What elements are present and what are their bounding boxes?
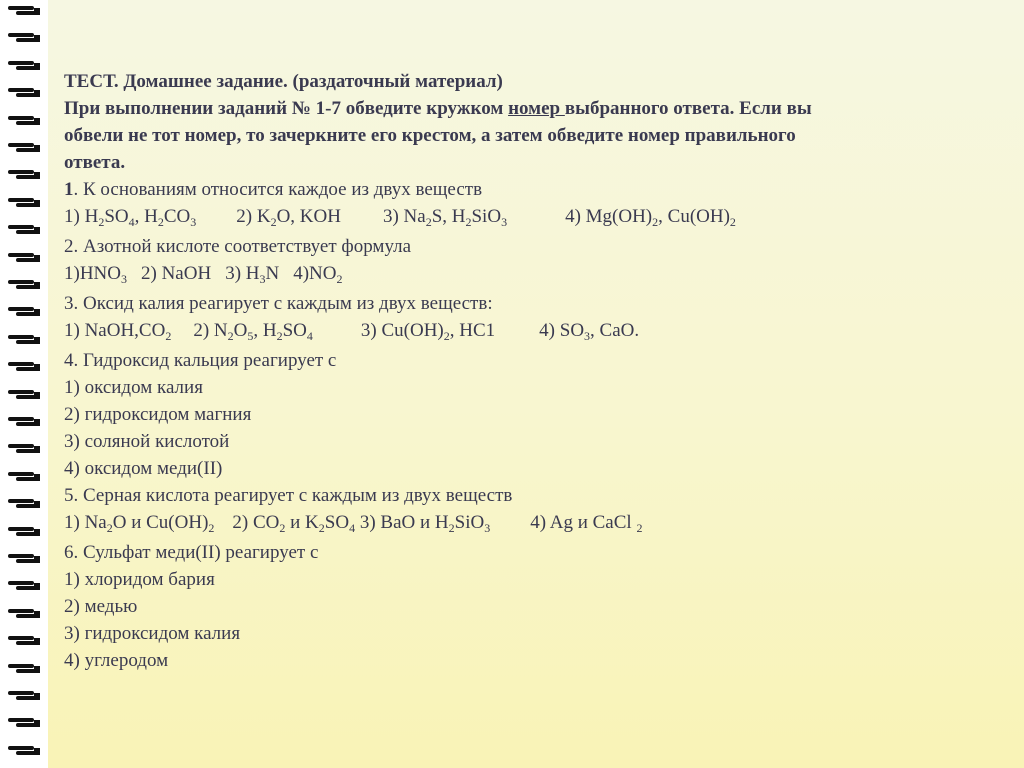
test-document (64, 68, 964, 674)
binding-ring (8, 499, 40, 509)
binding-ring (8, 225, 40, 235)
binding-ring (8, 33, 40, 43)
spiral-binding (0, 0, 48, 768)
binding-ring (8, 664, 40, 674)
q6-option-3: 3) гидроксидом калия (64, 623, 241, 644)
question-6: 6. Сульфат меди(II) реагирует с (64, 542, 319, 563)
binding-ring (8, 170, 40, 180)
q6-option-1: 1) хлоридом бария (64, 569, 215, 590)
instructions: При выполнении заданий № 1-7 обведите кружком номер выбранного ответа. Если вы обвели не тот номер, то зачеркните его крестом, а затем обведите номер правильного ответа. (64, 98, 812, 173)
q6-option-2: 2) медью (64, 596, 138, 617)
question-2: 2. Азотной кислоте соответствует формула (64, 236, 412, 257)
binding-ring (8, 116, 40, 126)
question-2-options (64, 260, 964, 287)
q5-option-4: 4) Ag и CaCl $_2$ (530, 512, 643, 535)
binding-ring (8, 335, 40, 345)
q2-option-3: 3) $H_3N$ (225, 263, 280, 286)
binding-ring (8, 554, 40, 564)
q3-option-4: 4) $SO_3$, CaO. (539, 320, 640, 343)
q3-option-3: 3) $Cu(OH)_2$, HC1 (360, 320, 496, 343)
binding-ring (8, 718, 40, 728)
q4-option-3: 3) соляной кислотой (64, 431, 230, 452)
binding-ring (8, 527, 40, 537)
q1-option-4: 4) $Mg(OH)_2$, $Cu(OH)_2$ (565, 206, 736, 229)
binding-ring (8, 636, 40, 646)
binding-ring (8, 280, 40, 290)
binding-ring (8, 143, 40, 153)
binding-ring (8, 417, 40, 427)
question-1-options (64, 203, 964, 230)
q3-option-1: 1) $NaOH,CO_2$ (64, 320, 172, 343)
q2-option-1: $1)HNO_3$ (64, 263, 127, 286)
binding-ring (8, 362, 40, 372)
q2-option-2: 2) NaOH (141, 263, 212, 284)
q5-option-1: 1) $Na_2O$ и $Cu(OH)_2$ (64, 512, 215, 535)
question-4: 4. Гидроксид кальция реагирует с (64, 350, 337, 371)
q4-option-4: 4) оксидом меди(II) (64, 458, 223, 479)
q3-option-2: 2) $N_2O_5$, $H_2SO_4$ (193, 320, 313, 343)
q1-option-1: 1) $H_2SO_4$, $H_2CO_3$ (64, 206, 197, 229)
question-5-options (64, 509, 964, 536)
binding-ring (8, 6, 40, 16)
binding-ring (8, 746, 40, 756)
q4-option-2: 2) гидроксидом магния (64, 404, 252, 425)
question-3-options (64, 317, 964, 344)
q6-option-4: 4) углеродом (64, 650, 169, 671)
binding-ring (8, 253, 40, 263)
q5-option-2: 2) $CO_2$ и $K_2SO_4$ (232, 512, 356, 535)
binding-ring (8, 472, 40, 482)
q5-option-3: 3) BaO и $H_2SiO_3$ (355, 512, 491, 535)
question-5: 5. Серная кислота реагирует с каждым из двух веществ (64, 485, 513, 506)
q1-option-3: 3) $Na_2S$, $H_2SiO_3$ (382, 206, 508, 229)
question-3: 3. Оксид калия реагирует с каждым из двух веществ: (64, 293, 493, 314)
underlined-word: номер (508, 98, 565, 119)
binding-ring (8, 609, 40, 619)
binding-ring (8, 61, 40, 71)
binding-ring (8, 198, 40, 208)
binding-ring (8, 691, 40, 701)
test-title: ТЕСТ. Домашнее задание. (раздаточный материал) (64, 71, 503, 92)
binding-ring (8, 581, 40, 591)
question-1: 1. К основаниям относится каждое из двух веществ (64, 179, 483, 200)
binding-ring (8, 444, 40, 454)
q1-option-2: 2) $K_2O$, KOH (236, 206, 341, 229)
binding-ring (8, 88, 40, 98)
q4-option-1: 1) оксидом калия (64, 377, 203, 398)
q2-option-4: $4)NO_2$ (293, 263, 343, 286)
binding-ring (8, 390, 40, 400)
binding-ring (8, 307, 40, 317)
